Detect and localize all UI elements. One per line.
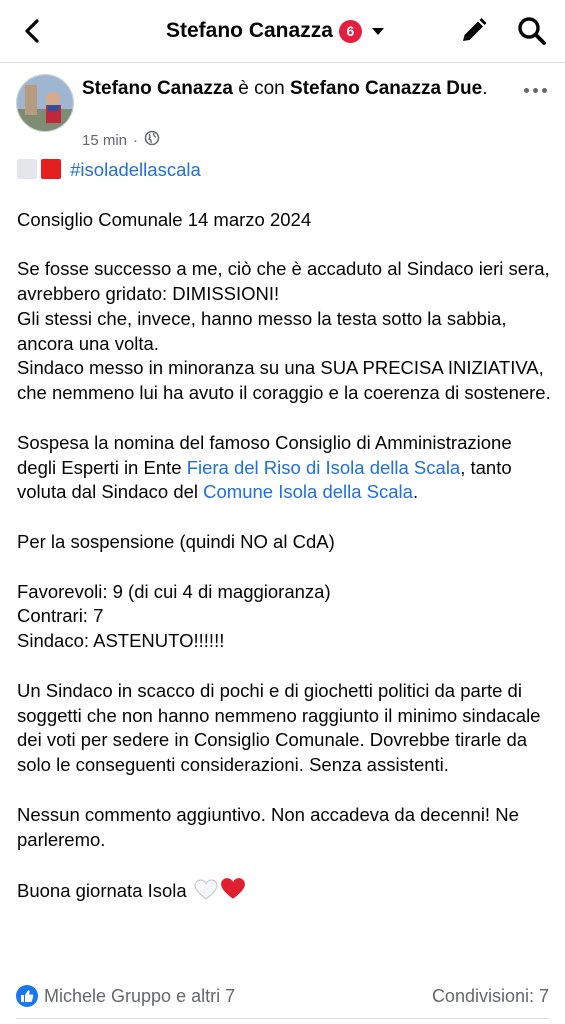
pencil-icon[interactable]	[457, 14, 489, 48]
post-header	[16, 74, 551, 154]
back-arrow-icon[interactable]	[16, 14, 50, 48]
paragraph-5: Per la sospensione (quindi NO al CdA)	[17, 530, 335, 552]
tagged-suffix: .	[482, 78, 488, 99]
paragraph-4-text-c: .	[412, 481, 419, 503]
avatar[interactable]	[16, 74, 74, 132]
globe-icon	[144, 130, 160, 150]
with-text: è con	[232, 78, 291, 99]
white-square-emoji	[17, 159, 37, 179]
vote-favorevoli: Favorevoli: 9 (di cui 4 di maggioranza)	[17, 580, 331, 602]
author-name[interactable]: Stefano Canazza	[82, 78, 233, 99]
post-time[interactable]: 15 min	[82, 131, 128, 149]
page-title: Stefano Canazza	[166, 19, 333, 42]
paragraph-4-text-a: Sospesa la nomina del famoso Consiglio di Amministrazione degli Esperti in Ente	[17, 431, 512, 478]
vote-contrari: Contrari: 7	[17, 605, 104, 627]
meta-separator: ·	[133, 131, 139, 149]
reactions-summary[interactable]	[16, 985, 235, 1007]
fiera-link[interactable]: Fiera del Riso di Isola della Scala	[186, 456, 461, 478]
search-icon[interactable]	[515, 14, 549, 48]
post-body	[17, 158, 552, 908]
post-meta	[82, 130, 160, 150]
hashtag-link[interactable]: #isoladellascala	[70, 159, 201, 180]
shares-count[interactable]: Condivisioni: 7	[431, 985, 549, 1006]
notification-badge: 6	[339, 20, 362, 43]
paragraph-3: Sindaco messo in minoranza su una SUA PRECISA INIZIATIVA, che nemmeno lui ha avuto il coraggio e la coerenza di sostenere.	[17, 357, 551, 404]
closing-text: Buona giornata Isola	[17, 880, 187, 902]
red-heart-icon	[220, 877, 246, 908]
vote-sindaco: Sindaco: ASTENUTO!!!!!!	[17, 630, 225, 652]
comune-link[interactable]: Comune Isola della Scala	[203, 481, 413, 503]
page-title-dropdown[interactable]	[166, 16, 384, 46]
tagged-name[interactable]: Stefano Canazza Due	[290, 78, 483, 99]
paragraph-6: Un Sindaco in scacco di pochi e di giochetti politici da parte di soggetti che non hanno nemmeno raggiunto il minimo sindacale dei voti per sedere in Consiglio Comunale. Dovrebbe tirarle da solo le conseguenti considerazioni. Senza assistenti.	[17, 679, 541, 776]
post-title-line: Consiglio Comunale 14 marzo 2024	[17, 208, 312, 230]
divider	[16, 1018, 549, 1019]
white-heart-icon	[194, 879, 218, 908]
closing-line	[17, 877, 552, 908]
paragraph-4	[17, 431, 552, 505]
paragraph-2: Gli stessi che, invece, hanno messo la testa sotto la sabbia, ancora una volta.	[17, 307, 507, 354]
reactions-text[interactable]: Michele Gruppo e altri 7	[44, 985, 236, 1006]
paragraph-7: Nessun commento aggiuntivo. Non accadeva da decenni! Ne parleremo.	[17, 803, 519, 850]
more-options-icon[interactable]	[519, 80, 551, 100]
paragraph-1: Se fosse successo a me, ciò che è accaduto al Sindaco ieri sera, avrebbero gridato: DIMISSIONI!	[17, 258, 550, 304]
hashtag-line	[17, 158, 552, 183]
like-icon	[16, 985, 38, 1007]
post-footer	[16, 982, 549, 1010]
red-square-emoji	[41, 159, 61, 179]
caret-down-icon	[372, 28, 384, 35]
author-line	[82, 76, 492, 102]
top-bar	[0, 0, 565, 63]
paragraph-4-text-b: , tanto voluta dal Sindaco del	[17, 456, 512, 503]
